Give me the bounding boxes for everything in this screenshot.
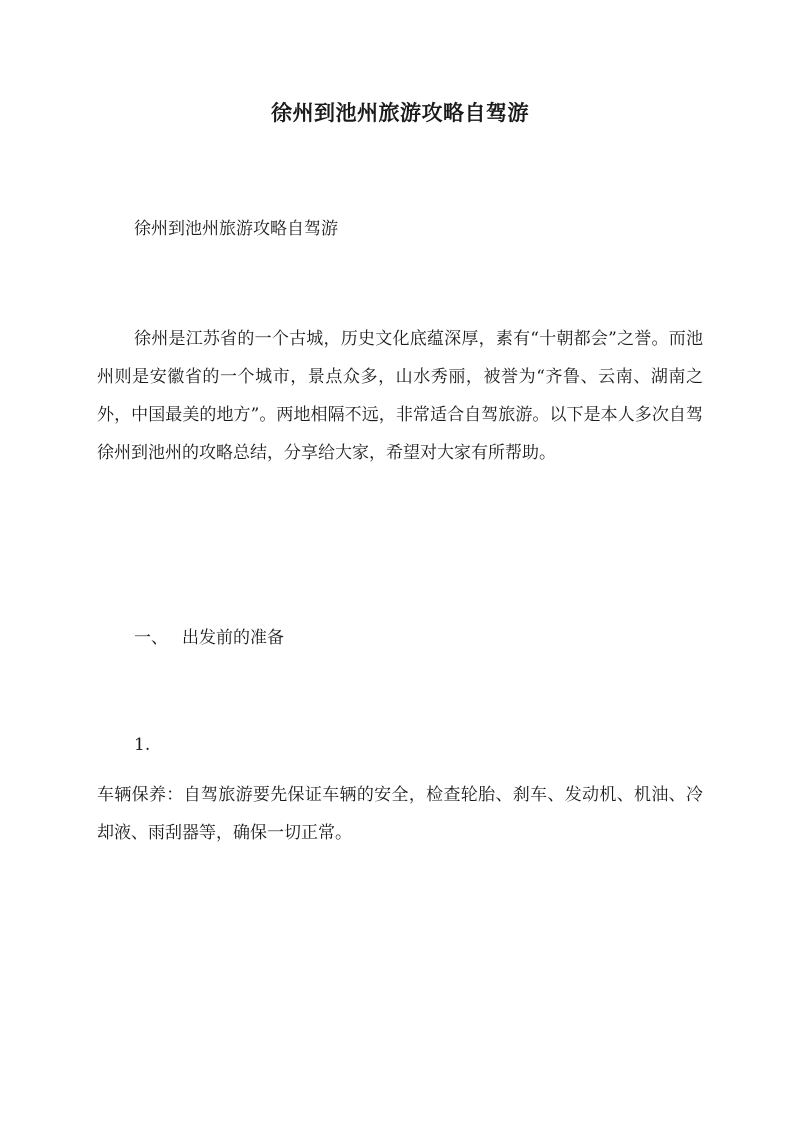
section-title: 出发前的准备 xyxy=(182,628,284,648)
step-paragraph: 车辆保养：自驾旅游要先保证车辆的安全，检查轮胎、刹车、发动机、机油、冷却液、雨刮器等，确保一切正常。 xyxy=(97,785,703,843)
section-number: 一、 xyxy=(134,628,168,648)
section-heading xyxy=(134,624,284,652)
document-title: 徐州到池州旅游攻略自驾游 xyxy=(271,100,529,125)
intro-paragraph: 徐州是江苏省的一个古城，历史文化底蕴深厚，素有“十朝都会”之誉。而池州则是安徽省的一个城市，景点众多，山水秀丽，被誉为“齐鲁、云南、湖南之外，中国最美的地方”。两地相隔不远，非常适合自驾旅游。以下是本人多次自驾徐州到池州的攻略总结，分享给大家，希望对大家有所帮助。 xyxy=(97,329,703,463)
document-subtitle: 徐州到池州旅游攻略自驾游 xyxy=(134,219,338,239)
step-number: 1. xyxy=(134,735,151,755)
